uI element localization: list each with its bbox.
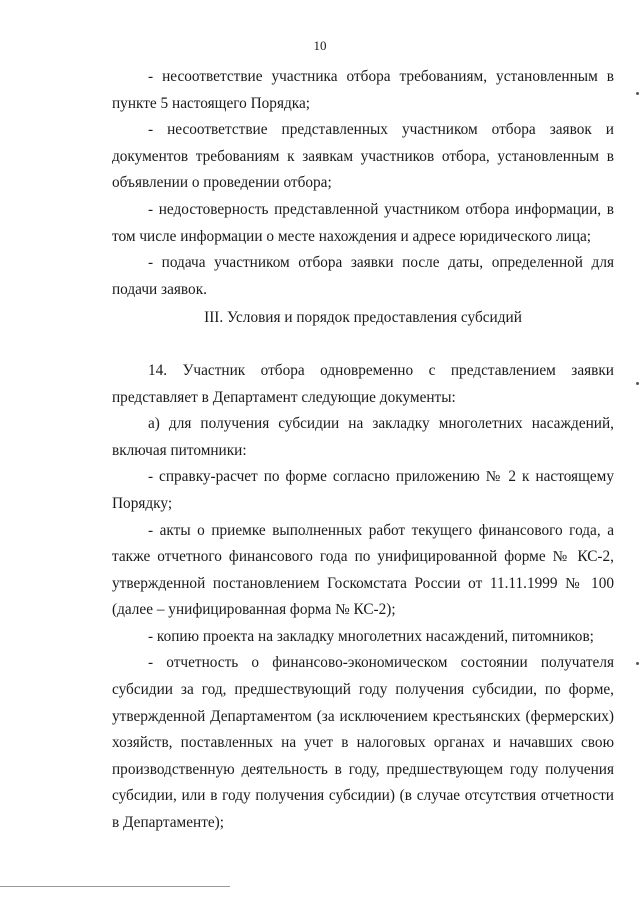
scan-edge-line	[0, 886, 230, 887]
paragraph-calculation-certificate: - справку-расчет по форме согласно приложению № 2 к настоящему Порядку;	[112, 468, 614, 512]
paragraph-noncompliance-requirements: - несоответствие участника отбора требованиям, установленным в пункте 5 настоящего Порядка;	[112, 68, 614, 112]
edge-mark	[636, 92, 639, 95]
edge-mark	[636, 382, 639, 385]
edge-mark	[636, 662, 639, 665]
paragraph-inaccurate-information: - недостоверность представленной участником отбора информации, в том числе информации о месте нахождения и адресе юридического лица;	[112, 200, 614, 245]
paragraph-acceptance-acts: - акты о приемке выполненных работ текущего финансового года, а также отчетного финансового года по унифицированной форме № КС-2, утвержденной постановлением Госкомстата России от 11.11.1999 № 100 (далее – унифицированная форма № КС-2);	[112, 521, 614, 619]
page-number: 10	[313, 38, 327, 53]
paragraph-financial-reporting: - отчетность о финансово-экономическом состоянии получателя субсидии за год, предшествующий году получения субсидии, по форме, утвержденной Департаментом (за исключением крестьянских (фермерских) хозяйств, поставленных на учет в налоговых органах и начавших свою производственную деятельность в году, предшествующем году получения субсидии, или в году получения субсидии) (в случае отсутствия отчетности в Департаменте);	[112, 654, 614, 832]
document-body	[112, 64, 614, 837]
section-heading: III. Условия и порядок предоставления субсидий	[204, 309, 522, 327]
paragraph-item-a: а) для получения субсидии на закладку многолетних насаждений, включая питомники:	[112, 415, 614, 459]
paragraph-late-submission: - подача участником отбора заявки после даты, определенной для подачи заявок.	[112, 254, 614, 298]
paragraph-noncompliance-documents: - несоответствие представленных участником отбора заявок и документов требованиям к заявкам участников отбора, установленным в объявлении о проведении отбора;	[112, 121, 614, 192]
paragraph-project-copy: - копию проекта на закладку многолетних насаждений, питомников;	[148, 627, 594, 645]
paragraph-clause-14: 14. Участник отбора одновременно с представлением заявки представляет в Департамент следующие документы:	[112, 361, 614, 406]
